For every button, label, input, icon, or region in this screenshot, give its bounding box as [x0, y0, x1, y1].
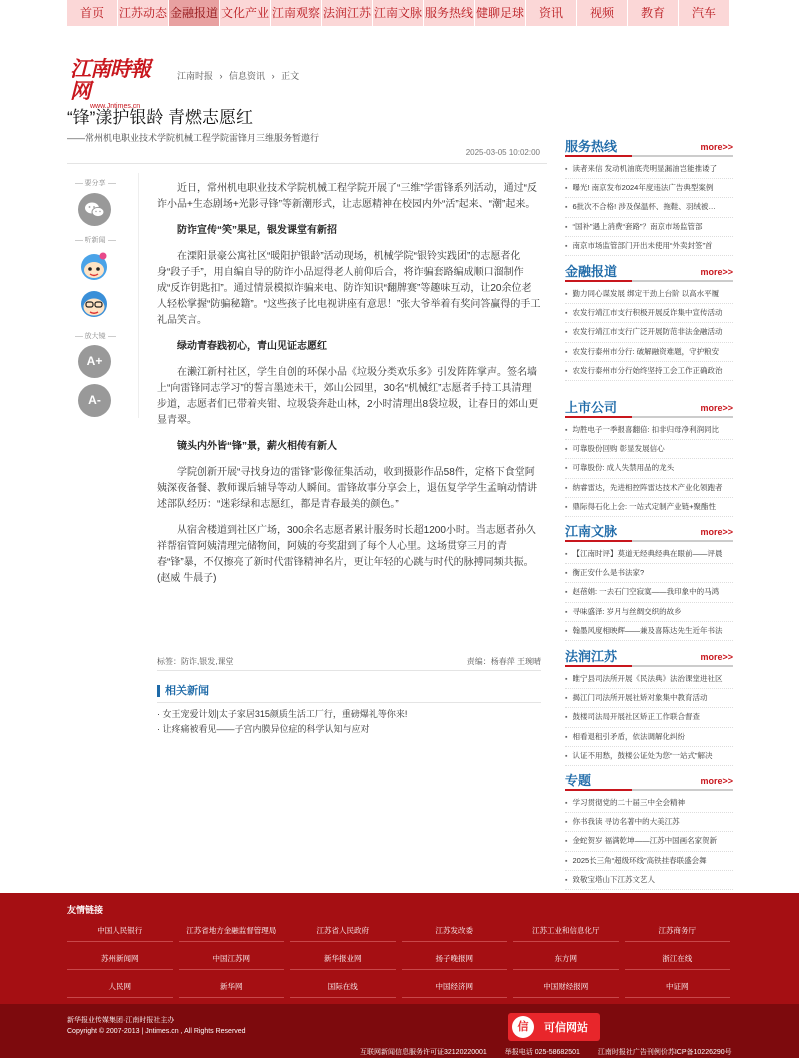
more-link[interactable]: more>>: [700, 527, 733, 537]
more-link[interactable]: more>>: [700, 652, 733, 662]
friend-link[interactable]: 东方网: [513, 948, 619, 970]
nav-item[interactable]: 江南文脉: [373, 0, 424, 26]
sidebar-list-item[interactable]: ▪ 农发行泰州市分行始终坚持工会工作正确政治: [565, 362, 733, 381]
friend-link[interactable]: 扬子晚报网: [402, 948, 508, 970]
article-subheading: 镜头内外皆“锋”景，薪火相传有新人: [177, 441, 337, 452]
sidebar-title-underline: [565, 416, 632, 418]
sidebar-list-item[interactable]: ▪ 2025长三角“超级环线”高铁挂春联盛会舞: [565, 852, 733, 871]
license-row: [360, 1047, 748, 1057]
sidebar-section: [565, 139, 733, 256]
article-paragraph: 在溧阳景豪公寓社区“暖阳护银龄”活动现场，机械学院“银铃实践团”的志愿者化身“段子手”，用自编自导的防诈小品逗得老人前仰后合，将诈骗套路编成顺口溜制作成“反诈钥匙扣”。通过情景模拟诈骗来电、防诈知识“翻牌赛”等趣味互动，让20余位老人轻松掌握“防骗秘籍”。“这些孩子比电视讲座有意思！”张大爷举着有奖问答赢得的手工礼品笑言。: [157, 251, 541, 326]
friend-link[interactable]: 中证网: [625, 976, 731, 998]
sidebar-title-underline: [565, 540, 632, 542]
sidebar-title-underline: [565, 155, 632, 157]
friend-link[interactable]: 中国经济网: [402, 976, 508, 998]
sidebar-list-item[interactable]: ▪ 农发行靖江市支行积极开展反诈集中宣传活动: [565, 304, 733, 323]
friend-links-grid: [67, 920, 730, 998]
nav-item[interactable]: 金融报道: [169, 0, 220, 26]
copyright: [67, 1015, 246, 1037]
divider: [67, 163, 547, 164]
wechat-icon: [78, 193, 111, 226]
article-subheading: 绿动青春践初心，青山见证志愿红: [177, 341, 327, 352]
sidebar-list: [565, 285, 733, 381]
sidebar-section-header: [565, 524, 733, 542]
nav-item[interactable]: 江南观察: [271, 0, 322, 26]
nav-item[interactable]: 服务热线: [424, 0, 475, 26]
friend-link[interactable]: 中国江苏网: [179, 948, 285, 970]
sidebar-list-item[interactable]: ▪ 翰墨风度相映辉——兼及喜陈达先生近年书法: [565, 622, 733, 641]
page-subtitle: ——常州机电职业技术学院机械工程学院雷锋月三维服务暂遨行: [67, 133, 320, 143]
nav-item[interactable]: 文化产业: [220, 0, 271, 26]
friend-link[interactable]: 江苏工业和信息化厅: [513, 920, 619, 942]
top-nav: [67, 0, 730, 26]
sidebar-list-item[interactable]: ▪ 金蛇贺岁 福满乾坤——江苏中国画名家贺新: [565, 832, 733, 851]
article-body: [157, 181, 541, 597]
sidebar-list-item[interactable]: ▪ 衡正安什么是书法家?: [565, 564, 733, 583]
friend-link[interactable]: 新华网: [179, 976, 285, 998]
friend-link[interactable]: 江苏商务厅: [625, 920, 731, 942]
nav-item[interactable]: 汽车: [679, 0, 730, 26]
friend-links-title: 友情链接: [67, 905, 104, 915]
sidebar-section-title[interactable]: 上市公司: [565, 400, 618, 415]
mascot-girl-icon: [77, 248, 111, 282]
sidebar-list-item[interactable]: ▪ 致敬宝塔山下江苏文艺人: [565, 871, 733, 890]
article-paragraph: 从宿舍楼道到社区广场，300余名志愿者累计服务时长超1200小时。当志愿者孙久祥帮宿管阿姨清理完储物间，阿姨的夸奖甜到了每个人心里。这场贯穿三月的青春“锋”暴，不仅擦亮了新时代雷锋精神名片，更让年轻的心跳与时代的脉搏同频共振。(赵威 牛晨子): [157, 525, 536, 584]
sidebar-section-title[interactable]: 服务热线: [565, 139, 618, 154]
sidebar-list-item[interactable]: ▪ 认证不用愁，鼓楼公证处为您“一站式”解决: [565, 747, 733, 766]
wechat-share-button[interactable]: [78, 193, 111, 226]
sidebar-list-item[interactable]: ▪ 寻味盛泽: 岁月与丝绸交织的故乡: [565, 603, 733, 622]
sidebar-list-item[interactable]: ▪ 【江南时评】莫道无经典经典在眼前——评晨: [565, 545, 733, 564]
sidebar-list-item[interactable]: ▪ 鼎际得石化上会: 一站式定制产业链+聚酯性: [565, 498, 733, 517]
sidebar-section-title[interactable]: 金融报道: [565, 264, 618, 279]
friend-link[interactable]: 苏州新闻网: [67, 948, 173, 970]
sidebar-list-item[interactable]: ▪ 均胜电子一季报喜翻倍: 扣非归母净利润同比: [565, 421, 733, 440]
sidebar-section: [565, 773, 733, 890]
sidebar-list-item[interactable]: ▪ “国补”遇上消费“套路”？南京市场监管部: [565, 218, 733, 237]
font-decrease-icon: A-: [88, 393, 101, 407]
sidebar-list-item[interactable]: ▪ 你书我读 寻访名著中的大美江苏: [565, 813, 733, 832]
footer: [0, 893, 799, 1058]
friend-link[interactable]: 浙江在线: [625, 948, 731, 970]
breadcrumb-sep: ›: [271, 71, 275, 81]
more-link[interactable]: more>>: [700, 142, 733, 152]
font-increase-button[interactable]: [78, 345, 111, 378]
zoom-label: 放大镜: [67, 331, 123, 341]
sidebar-section-header: [565, 773, 733, 791]
publish-date: 2025-03-05 10:02:00: [465, 148, 540, 157]
article-editor: 责编：杨春萍 王琬晴: [466, 657, 541, 666]
logo-site: www.Jntimes.cn: [90, 103, 141, 110]
trusted-badge-label: 可信网站: [544, 1022, 588, 1034]
sidebar-list-item[interactable]: ▪ 鼓楼司法局开展社区矫正工作联合督查: [565, 708, 733, 727]
sidebar-list: [565, 794, 733, 890]
sidebar-list-item[interactable]: ▪ 相看退租引矛盾，依法调解化纠纷: [565, 728, 733, 747]
icp-license[interactable]: 江南时报社广告刊例价苏ICP备10226290号: [597, 1049, 732, 1056]
sidebar-section-header: [565, 400, 733, 418]
friend-link[interactable]: 新华报业网: [290, 948, 396, 970]
nav-item[interactable]: 健聊足球: [475, 0, 526, 26]
breadcrumb-sep: ›: [219, 71, 223, 81]
friend-link[interactable]: 江苏省地方金融监督管理局: [179, 920, 285, 942]
article-paragraph: 近日，常州机电职业技术学院机械工程学院开展了“三维”学雷锋系列活动，通过“反诈小品+生态剧场+光影寻锋”等新潮形式，让志愿精神在校园内外“活”起来、“潮”起来。: [157, 183, 537, 210]
nav-item[interactable]: 教育: [628, 0, 679, 26]
sidebar-list-item[interactable]: ▪ 可靠股份回购 彰显发展信心: [565, 440, 733, 459]
trusted-site-badge[interactable]: [508, 1013, 600, 1041]
sidebar-list-item[interactable]: ▪ 睢宁县司法所开展《民法典》法治课堂进社区: [565, 670, 733, 689]
copyright-line: Copyright © 2007-2013 | Jntimes.cn , All Rights Reserved: [67, 1028, 246, 1035]
breadcrumb-section[interactable]: 信息资讯: [229, 71, 266, 81]
related-news-title: 相关新闻: [157, 685, 541, 697]
news-license: 互联网新闻信息服务许可证32120220001: [360, 1049, 487, 1056]
sidebar-list-item[interactable]: ▪ 学习贯彻党的二十届三中全会精神: [565, 794, 733, 813]
listen-male-voice-button[interactable]: [77, 286, 111, 320]
sidebar-list: [565, 545, 733, 641]
more-link[interactable]: more>>: [700, 403, 733, 413]
sidebar-title-underline: [565, 665, 632, 667]
sidebar-list-item[interactable]: ▪ 南京市场监管部门开出未使用“外卖封签”首: [565, 237, 733, 256]
sidebar-list: [565, 670, 733, 766]
share-label: 要分享: [67, 178, 123, 188]
footer-bottom: [0, 1004, 799, 1058]
article-subheading: 防诈宣传“笑”果足，银发课堂有新招: [177, 225, 337, 236]
sidebar-title-underline: [565, 789, 632, 791]
sidebar-section: [565, 524, 733, 641]
more-link[interactable]: more>>: [700, 267, 733, 277]
mascot-boy-icon: [77, 286, 111, 320]
more-link[interactable]: more>>: [700, 776, 733, 786]
sidebar-list-item[interactable]: ▪ 6批次不合格! 涉及保温杯、拖鞋、羽绒被…: [565, 198, 733, 217]
report-phone: 举报电话 025-58682501: [504, 1049, 580, 1056]
sidebar-list: [565, 421, 733, 517]
sidebar-section: [565, 649, 733, 766]
article-paragraph: 在濑江新村社区，学生自创的环保小品《垃圾分类欢乐多》引发阵阵掌声。签名墙上“向雷锋同志学习”的誓言墨迹未干，郊山公园里，30名“机械红”志愿者手持工具清理步道，志愿者们已带着夹钳、垃圾袋奔赴山林，2小时清理出8袋垃圾，让春日的郊山更显青翠。: [157, 367, 539, 426]
nav-item[interactable]: 江苏动态: [118, 0, 169, 26]
divider: [157, 702, 541, 703]
nav-item[interactable]: 法润江苏: [322, 0, 373, 26]
sidebar-list-item[interactable]: ▪ 读者来信 发动机油底壳明显漏油岂能推诿了: [565, 160, 733, 179]
sidebar-list-item[interactable]: ▪ 揭江门司法所开展社矫对象集中教育活动: [565, 689, 733, 708]
font-decrease-button[interactable]: [78, 384, 111, 417]
breadcrumb-current: 正文: [281, 71, 300, 81]
sidebar-section-header: [565, 139, 733, 157]
sidebar-list-item[interactable]: ▪ 曝光! 南京发布2024年度违法广告典型案例: [565, 179, 733, 198]
logo-text: 江南時報网: [70, 56, 150, 103]
sidebar-list-item[interactable]: ▪ 纳睿雷达，先进相控阵雷达技术产业化领跑者: [565, 479, 733, 498]
nav-item[interactable]: 视频: [577, 0, 628, 26]
related-news-item[interactable]: · 女王宠爱计划|太子家居315颜质生活工厂行，重磅爆礼等你来!: [157, 709, 408, 719]
article-paragraph: 学院创新开展“寻找身边的雷锋”影像征集活动，收到摄影作品58件，定格下食堂阿姨深夜备餐、教师课后辅导等动人瞬间。雷锋故事分享会上，退伍复学学生孟晌动情讲述部队经历：“迷彩绿和志愿红，都是青春最美的颜色。”: [157, 467, 537, 510]
breadcrumb: [177, 69, 303, 82]
sidebar-list-item[interactable]: ▪ 勤力同心谋发展 绑定干劲上台阶 以高水平履: [565, 285, 733, 304]
divider: [157, 670, 541, 671]
nav-item[interactable]: 首页: [67, 0, 118, 26]
sidebar-section-header: [565, 649, 733, 667]
font-increase-icon: A+: [86, 354, 103, 368]
listen-female-voice-button[interactable]: [77, 248, 111, 282]
sidebar-section-title[interactable]: 专题: [565, 773, 592, 788]
page-title: “锋”漾护银龄 青燃志愿红: [67, 108, 254, 127]
sidebar-section-title[interactable]: 法润江苏: [565, 649, 618, 664]
sidebar-section-header: [565, 264, 733, 282]
sidebar-section: [565, 400, 733, 517]
related-news: [157, 685, 541, 737]
sidebar-section-title[interactable]: 江南文脉: [565, 524, 618, 539]
article-tags[interactable]: 标签：防诈,银发,课堂: [157, 657, 234, 666]
friend-link[interactable]: 江苏省人民政府: [290, 920, 396, 942]
trusted-badge-icon: 信: [512, 1016, 534, 1038]
site-logo[interactable]: [70, 56, 166, 110]
nav-item[interactable]: 资讯: [526, 0, 577, 26]
friend-link[interactable]: 人民网: [67, 976, 173, 998]
share-panel: [67, 173, 139, 418]
publisher-line: 新华报业传媒集团·江南时报社主办: [67, 1017, 175, 1024]
sidebar-section: [565, 264, 733, 381]
friend-link[interactable]: 国际在线: [290, 976, 396, 998]
friend-link[interactable]: 中国人民银行: [67, 920, 173, 942]
friend-link[interactable]: 中国财经报网: [513, 976, 619, 998]
sidebar-list-item[interactable]: ▪ 可靠股份: 成人失禁用品的龙头: [565, 459, 733, 478]
sidebar-list-item[interactable]: ▪ 农发行靖江市支行广泛开展防范非法金融活动: [565, 323, 733, 342]
friend-link[interactable]: 江苏发改委: [402, 920, 508, 942]
related-news-item[interactable]: · 让疼痛被看见——子宫内膜异位症的科学认知与应对: [157, 724, 370, 734]
sidebar-title-underline: [565, 280, 632, 282]
sidebar-list: [565, 160, 733, 256]
breadcrumb-home[interactable]: 江南时报: [177, 71, 214, 81]
tags-row: [157, 656, 541, 667]
sidebar-list-item[interactable]: ▪ 赵蓓娟: 一去石门空寂寞——我印象中的马鸿: [565, 583, 733, 602]
sidebar-list-item[interactable]: ▪ 农发行泰州市分行: 破解融资难题，守护粮安: [565, 343, 733, 362]
listen-label: 听新闻: [67, 235, 123, 245]
